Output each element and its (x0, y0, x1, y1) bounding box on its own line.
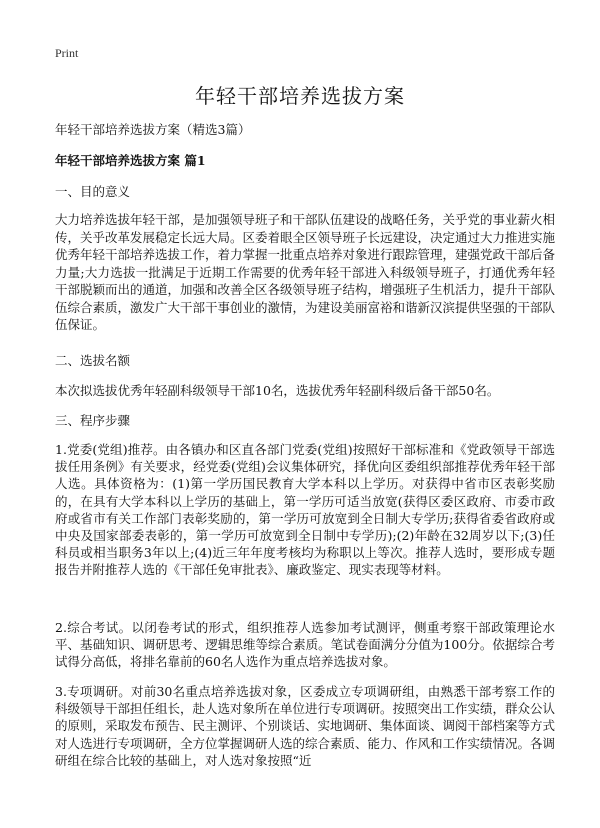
paragraph-step-recommendation: 1.党委(党组)推荐。由各镇办和区直各部门党委(党组)按照好干部标准和《党政领导干部选拔任用条例》有关要求，经党委(党组)会议集体研究，择优向区委组织部推荐优秀年轻干部人选。具体资格为：(1)第一学历国民教育大学本科以上学历。对获得中省市区表彰奖励的，在具有大学本科以上学历的基础上，第一学历可适当放宽(获得区委区政府、市委市政府或省市有关工作部门表彰奖励的，第一学历可放宽到全日制大专学历;获得省委省政府或中央及国家部委表彰的，第一学历可放宽到全日制中专学历);(2)年龄在32周岁以下;(3)任科员或相当职务3年以上;(4)近三年年度考核均为称职以上等次。推荐人选时，要形成专题报告并附推荐人选的《干部任免审批表》、廉政鉴定、现实表现等材料。 (55, 442, 555, 578)
print-link[interactable]: Print (55, 46, 79, 60)
paragraph-quota: 本次拟选拔优秀年轻副科级领导干部10名，选拔优秀年轻副科级后备干部50名。 (55, 383, 500, 398)
paragraph-step-survey: 3.专项调研。对前30名重点培养选拔对象，区委成立专项调研组，由熟悉干部考察工作的科级领导干部担任组长，赴人选对象所在单位进行专项调研。按照突出工作实绩，群众公认的原则，采取发布预告、民主测评、个别谈话、实地调研、集体面谈、调阅干部档案等方式对人选进行专项调研，全方位掌握调研人选的综合素质、能力、作风和工作实绩情况。各调研组在综合比较的基础上，对人选对象按照“近 (55, 684, 556, 768)
section-heading-purpose: 一、目的意义 (55, 184, 131, 199)
paragraph-purpose: 大力培养选拔年轻干部，是加强领导班子和干部队伍建设的战略任务，关乎党的事业薪火相传，关乎改革发展稳定长远大局。区委着眼全区领导班子长远建设，决定通过大力推进实施优秀年轻干部培养选拔工作，着力掌握一批重点培养对象进行跟踪管理，建强党政干部后备力量;大力选拔一批满足于近期工作需要的优秀年轻干部进入科级领导班子，打通优秀年轻干部脱颖而出的通道，加强和改善全区各级领导班子结构，增强班子生机活力，提升干部队伍综合素质，激发广大干部干事创业的激情，为建设美丽富裕和谐新汉滨提供坚强的干部队伍保证。 (55, 212, 556, 332)
section-heading-procedure: 三、程序步骤 (55, 413, 131, 428)
article-heading: 年轻干部培养选拔方案 篇1 (55, 153, 206, 168)
paragraph-step-exam: 2.综合考试。以闭卷考试的形式，组织推荐人选参加考试测评，侧重考察干部政策理论水平、基础知识、调研思考、逻辑思维等综合素质。笔试卷面满分分值为100分。依据综合考试得分高低，将排名靠前的60名人选作为重点培养选拔对象。 (55, 620, 555, 670)
section-heading-quota: 二、选拔名额 (55, 353, 131, 368)
document-subtitle: 年轻干部培养选拔方案（精选3篇） (55, 122, 251, 137)
page-title: 年轻干部培养选拔方案 (195, 84, 405, 108)
